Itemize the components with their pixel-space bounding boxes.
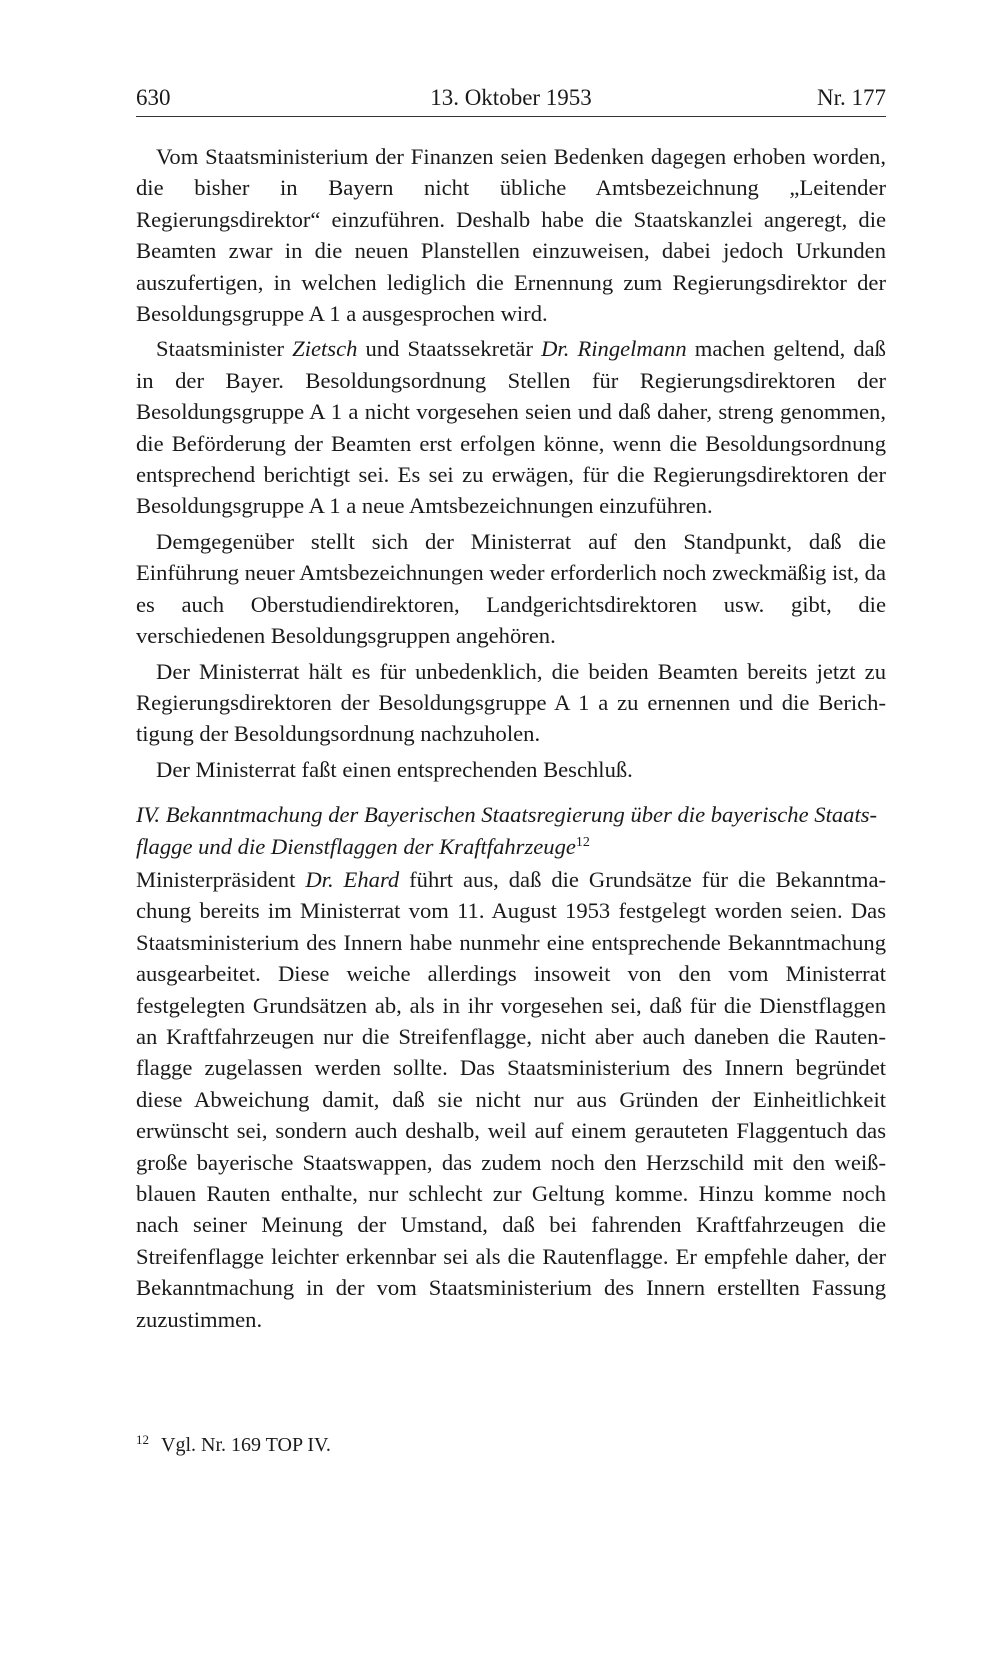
footnote-item xyxy=(136,1431,886,1459)
person-name-ringelmann: Dr. Ringelmann xyxy=(541,336,687,362)
person-name-ehard: Dr. Ehard xyxy=(305,866,400,892)
paragraph-6-part-a: Ministerpräsident xyxy=(136,866,306,892)
paragraph-1: Vom Staatsministerium der Finanzen seien Bedenken dagegen erhoben worden, die bisher in Bayern nicht übliche Amtsbezeichnung „Leitender Regierungsdirektor“ einzuführen. Deshalb habe die Staatskanzlei angeregt, die Beamten zwar in die neuen Planstellen einzuweisen, dabei jedoch Urkunden auszufertigen, in welchen lediglich die Ernennung zum Regierungsdirektor der Besoldungsgruppe A 1 a ausgesprochen wird. xyxy=(136,144,886,327)
paragraph-2 xyxy=(136,333,886,521)
paragraph-2-part-b: und Staatssekretär xyxy=(357,336,542,362)
paragraph-5: Der Ministerrat faßt einen entsprechenden Beschluß. xyxy=(156,756,633,782)
document-page xyxy=(136,80,886,1335)
paragraph-2-part-c: machen geltend, daß in der Bayer. Besoldungsordnung Stellen für Regierungsdirektoren der Besoldungsgruppe A 1 a nicht vorgesehen seien und daß daher, streng genommen, die Beförderung der Beamten erst erfolgen könne, wenn die Besoldungsordnung entsprechend berichtigt sei. Es sei zu erwägen, für die Regierungsdirektoren der Besoldungsgruppe A 1 a neue Amtsbezeichnungen einzuführen. xyxy=(136,336,886,519)
paragraph-6 xyxy=(136,864,886,1335)
header-date: 13. Oktober 1953 xyxy=(430,85,592,110)
person-name-zietsch: Zietsch xyxy=(292,336,358,362)
paragraph-2-part-a: Staatsminister xyxy=(156,336,293,362)
page-number: 630 xyxy=(136,85,171,110)
section-heading xyxy=(136,799,886,862)
paragraph-3: Demgegenüber stellt sich der Ministerrat auf den Standpunkt, daß die Einführung neuer Amtsbezeichnungen weder erforderlich noch zweckmäßig ist, da es auch Oberstudiendirektoren, Landgerichtsdirektoren usw. gibt, die verschiedenen Besoldungsgruppen angehören. xyxy=(136,528,886,649)
section-heading-text: IV. Bekanntmachung der Bayerischen Staatsregierung über die bayerische Staatsflagge und die Dienstflaggen der Kraftfahrzeuge xyxy=(136,802,878,859)
document-number: Nr. 177 xyxy=(817,85,886,110)
paragraph-6-part-b: führt aus, daß die Grundsätze für die Bekanntmachung bereits im Ministerrat vom 11. August 1953 festgelegt worden seien. Das Staatsministerium des Innern habe nunmehr eine entsprechende Bekanntmachung ausgearbeitet. Diese weiche allerdings insoweit von den vom Ministerrat festgelegten Grundsätzen ab, als in ihr vorgesehen sei, daß für die Dienstflaggen an Kraftfahrzeugen nur die Streifenflagge, nicht aber auch daneben die Rautenflagge zugelassen werden sollte. Das Staatsministerium des Innern begründet diese Abweichung damit, daß sie nicht nur aus Gründen der Einheitlichkeit erwünscht sei, sondern auch deshalb, weil auf einem gerauteten Flaggentuch das große bayerische Staatswappen, das zudem noch den Herzschild mit den weißblauen Rauten enthalte, nur schlecht zur Geltung komme. Hinzu komme noch nach seiner Meinung der Umstand, daß bei fahrenden Kraftfahrzeugen die Streifenflagge leichter erkennbar sei als die Rautenflagge. Er empfehle daher, der Bekanntmachung in der vom Staatsministerium des Innern erstellten Fassung zuzustimmen. xyxy=(136,866,887,1332)
paragraph-4: Der Ministerrat hält es für unbedenklich, die beiden Beamten bereits jetzt zu Regierungsdirektoren der Besoldungsgruppe A 1 a zu ernennen und die Berichtigung der Besoldungsordnung nachzuholen. xyxy=(136,658,886,747)
footnote-text: Vgl. Nr. 169 TOP IV. xyxy=(161,1434,331,1456)
footnotes xyxy=(136,1431,886,1459)
footnote-reference[interactable]: 12 xyxy=(575,834,590,850)
footnote-number: 12 xyxy=(136,1432,149,1447)
running-header xyxy=(136,80,886,117)
main-text xyxy=(136,141,886,1335)
